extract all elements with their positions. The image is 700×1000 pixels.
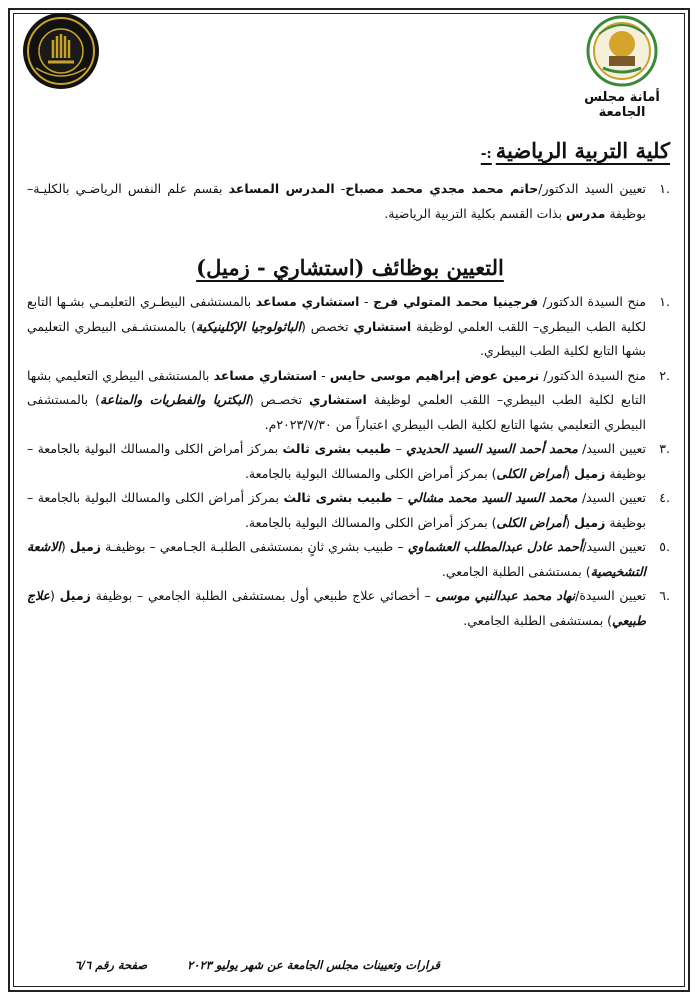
page-footer	[75, 958, 440, 972]
university-emblem-icon	[585, 14, 659, 88]
list-item	[27, 535, 672, 584]
item-text-part: تعيين السيد الدكتور/	[538, 181, 647, 196]
anniversary-seal-icon	[22, 12, 100, 90]
section-title-appointments: التعيين بوظائف (استشاري - زميل)	[196, 255, 504, 280]
item-text-part: استشاري مساعد	[213, 367, 317, 383]
item-text-part: أمراض الكلى	[496, 514, 566, 530]
page-number: صفحة رقم ٦/٦	[74, 958, 148, 972]
anniversary-logo	[22, 12, 100, 90]
item-text-part: زميل	[574, 465, 606, 481]
item-text-part: استشاري	[309, 392, 367, 407]
item-text-part: – أخصائي علاج طبيعي أول بمستشفى الطلبة الجامعي – بوظيفة	[90, 588, 436, 603]
item-number: .١	[659, 294, 670, 309]
item-text-part: استشاري مساعد	[255, 294, 360, 309]
item-text-part: بالمستشفى البيطـري التعليمـي بشـها التابع لكلية الطب البيطري– اللقب العلمي لوظيفة	[27, 294, 647, 334]
item-text-part: بمركز أمراض الكلى والمسالك البولية بالجامعة – بوظيفة	[27, 490, 646, 530]
section1-list	[27, 177, 672, 226]
item-text-part: ) بمركز أمراض الكلى والمسالك البولية بالجامعة.	[244, 465, 497, 481]
item-text-part: استشاري	[353, 318, 412, 334]
item-text-part: نهاد محمد عبدالنبي موسى	[435, 588, 576, 603]
item-text-part: زميل	[574, 514, 606, 530]
item-text-part: ) بمركز أمراض الكلى والمسالك البولية بالجامعة.	[244, 514, 497, 530]
list-item	[27, 364, 672, 438]
item-text-part: -	[359, 294, 374, 309]
footer-text: قرارات وتعيينات مجلس الجامعة عن شهر يوليو ٢٠٢٣	[187, 958, 440, 972]
list-item	[27, 177, 672, 226]
list-item	[27, 584, 672, 633]
item-text-part: –	[391, 441, 407, 456]
item-text-part: – طبيب بشري ثانٍ بمستشفى الطلبـة الجـامعي – بوظيفـة	[101, 539, 408, 554]
item-text-part: بمركز أمراض الكلى والمسالك البولية بالجامعة – بوظيفة	[27, 441, 646, 481]
item-text-part: حاتم محمد مجدي محمد مصباح	[345, 181, 539, 196]
item-text-part: نرمين عوض إبراهيم موسى حايس	[329, 367, 540, 383]
item-text-part: منح السيدة الدكتور/	[538, 294, 646, 309]
item-text-part: –	[392, 490, 408, 505]
item-text-part: ) بمستشفى الطلبة الجامعي.	[463, 612, 613, 628]
item-text-part: تخصص (	[300, 318, 354, 334]
item-text-part: تخصـص (	[248, 392, 310, 407]
item-text-part: (	[565, 465, 575, 481]
section-title-physical-education	[481, 138, 670, 163]
university-logo	[572, 14, 672, 120]
item-text-part: طبيب بشرى ثالث	[282, 441, 392, 456]
item-text-part: محمد السيد السيد محمد مشالي	[407, 490, 578, 505]
item-text-part: تعيين السيد/	[577, 441, 646, 456]
item-text-part: مدرس	[565, 205, 606, 221]
item-number: .٢	[659, 367, 670, 383]
item-text-part: الاشعة التشخيصية	[27, 539, 646, 579]
item-number: .٤	[659, 490, 670, 505]
item-number: .١	[659, 181, 670, 196]
section-title-text: كلية التربية الرياضية	[495, 138, 670, 163]
item-text-part: ) بالمستشفى البيطري التعليمي بشها التابع لكلية الطب البيطري اعتباراً من ٢٠٢٣/٧/٣٠م.	[27, 392, 646, 432]
item-text-part: منح السيدة الدكتور/	[539, 367, 646, 383]
item-text-part: بقسم علم النفس الرياضـي بالكليـة– بوظيفة	[27, 181, 646, 221]
item-text-part: البكتريا والفطريات والمناعة	[100, 392, 249, 407]
item-text-part: محمد أحمد السيد السيد الحديدي	[406, 441, 578, 456]
item-text-part: طبيب بشرى ثالث	[283, 490, 393, 505]
item-text-part: (	[50, 588, 60, 603]
list-item	[27, 486, 672, 535]
list-item	[27, 437, 672, 486]
section-title-suffix: :-	[480, 146, 492, 162]
item-text-part: فرجينيا محمد المتولي فرج	[373, 294, 539, 309]
item-text-part: تعيين السيد/	[582, 539, 646, 554]
item-text-part: -	[334, 181, 346, 196]
item-text-part: -	[316, 367, 330, 383]
item-number: .٥	[659, 539, 670, 554]
item-text-part: ) بالمستشـفى البيطري التعليمي بشها التابع لكلية الطب البيطري.	[27, 318, 646, 358]
item-number: .٦	[659, 588, 670, 603]
item-text-part: الباثولوجيا الإكلينيكية	[195, 318, 301, 334]
item-text-part: بالمستشفى البيطري التعليمي بشها التابع لكلية الطب البيطري– اللقب العلمي لوظيفة	[27, 367, 647, 407]
item-text-part: (	[565, 514, 575, 530]
item-text-part: ) بمستشفى الطلبة الجامعي.	[441, 563, 591, 579]
item-number: .٣	[659, 441, 670, 456]
item-text-part: زميل	[69, 539, 101, 554]
section2-list	[27, 290, 672, 633]
item-text-part: علاج طبيعي	[27, 588, 646, 628]
item-text-part: تعيين السيدة/	[575, 588, 646, 603]
item-text-part: أحمد عادل عبدالمطلب العشماوي	[407, 539, 583, 554]
item-text-part: زميل	[59, 588, 91, 603]
item-text-part: أمراض الكلى	[496, 465, 566, 481]
list-item	[27, 290, 672, 364]
item-text-part: المدرس المساعد	[228, 181, 335, 196]
item-text-part: (	[60, 539, 70, 554]
item-text-part: بذات القسم بكلية التربية الرياضية.	[384, 205, 566, 221]
item-text-part: تعيين السيد/	[577, 490, 646, 505]
council-label: أمانة مجلس الجامعة	[584, 90, 660, 120]
